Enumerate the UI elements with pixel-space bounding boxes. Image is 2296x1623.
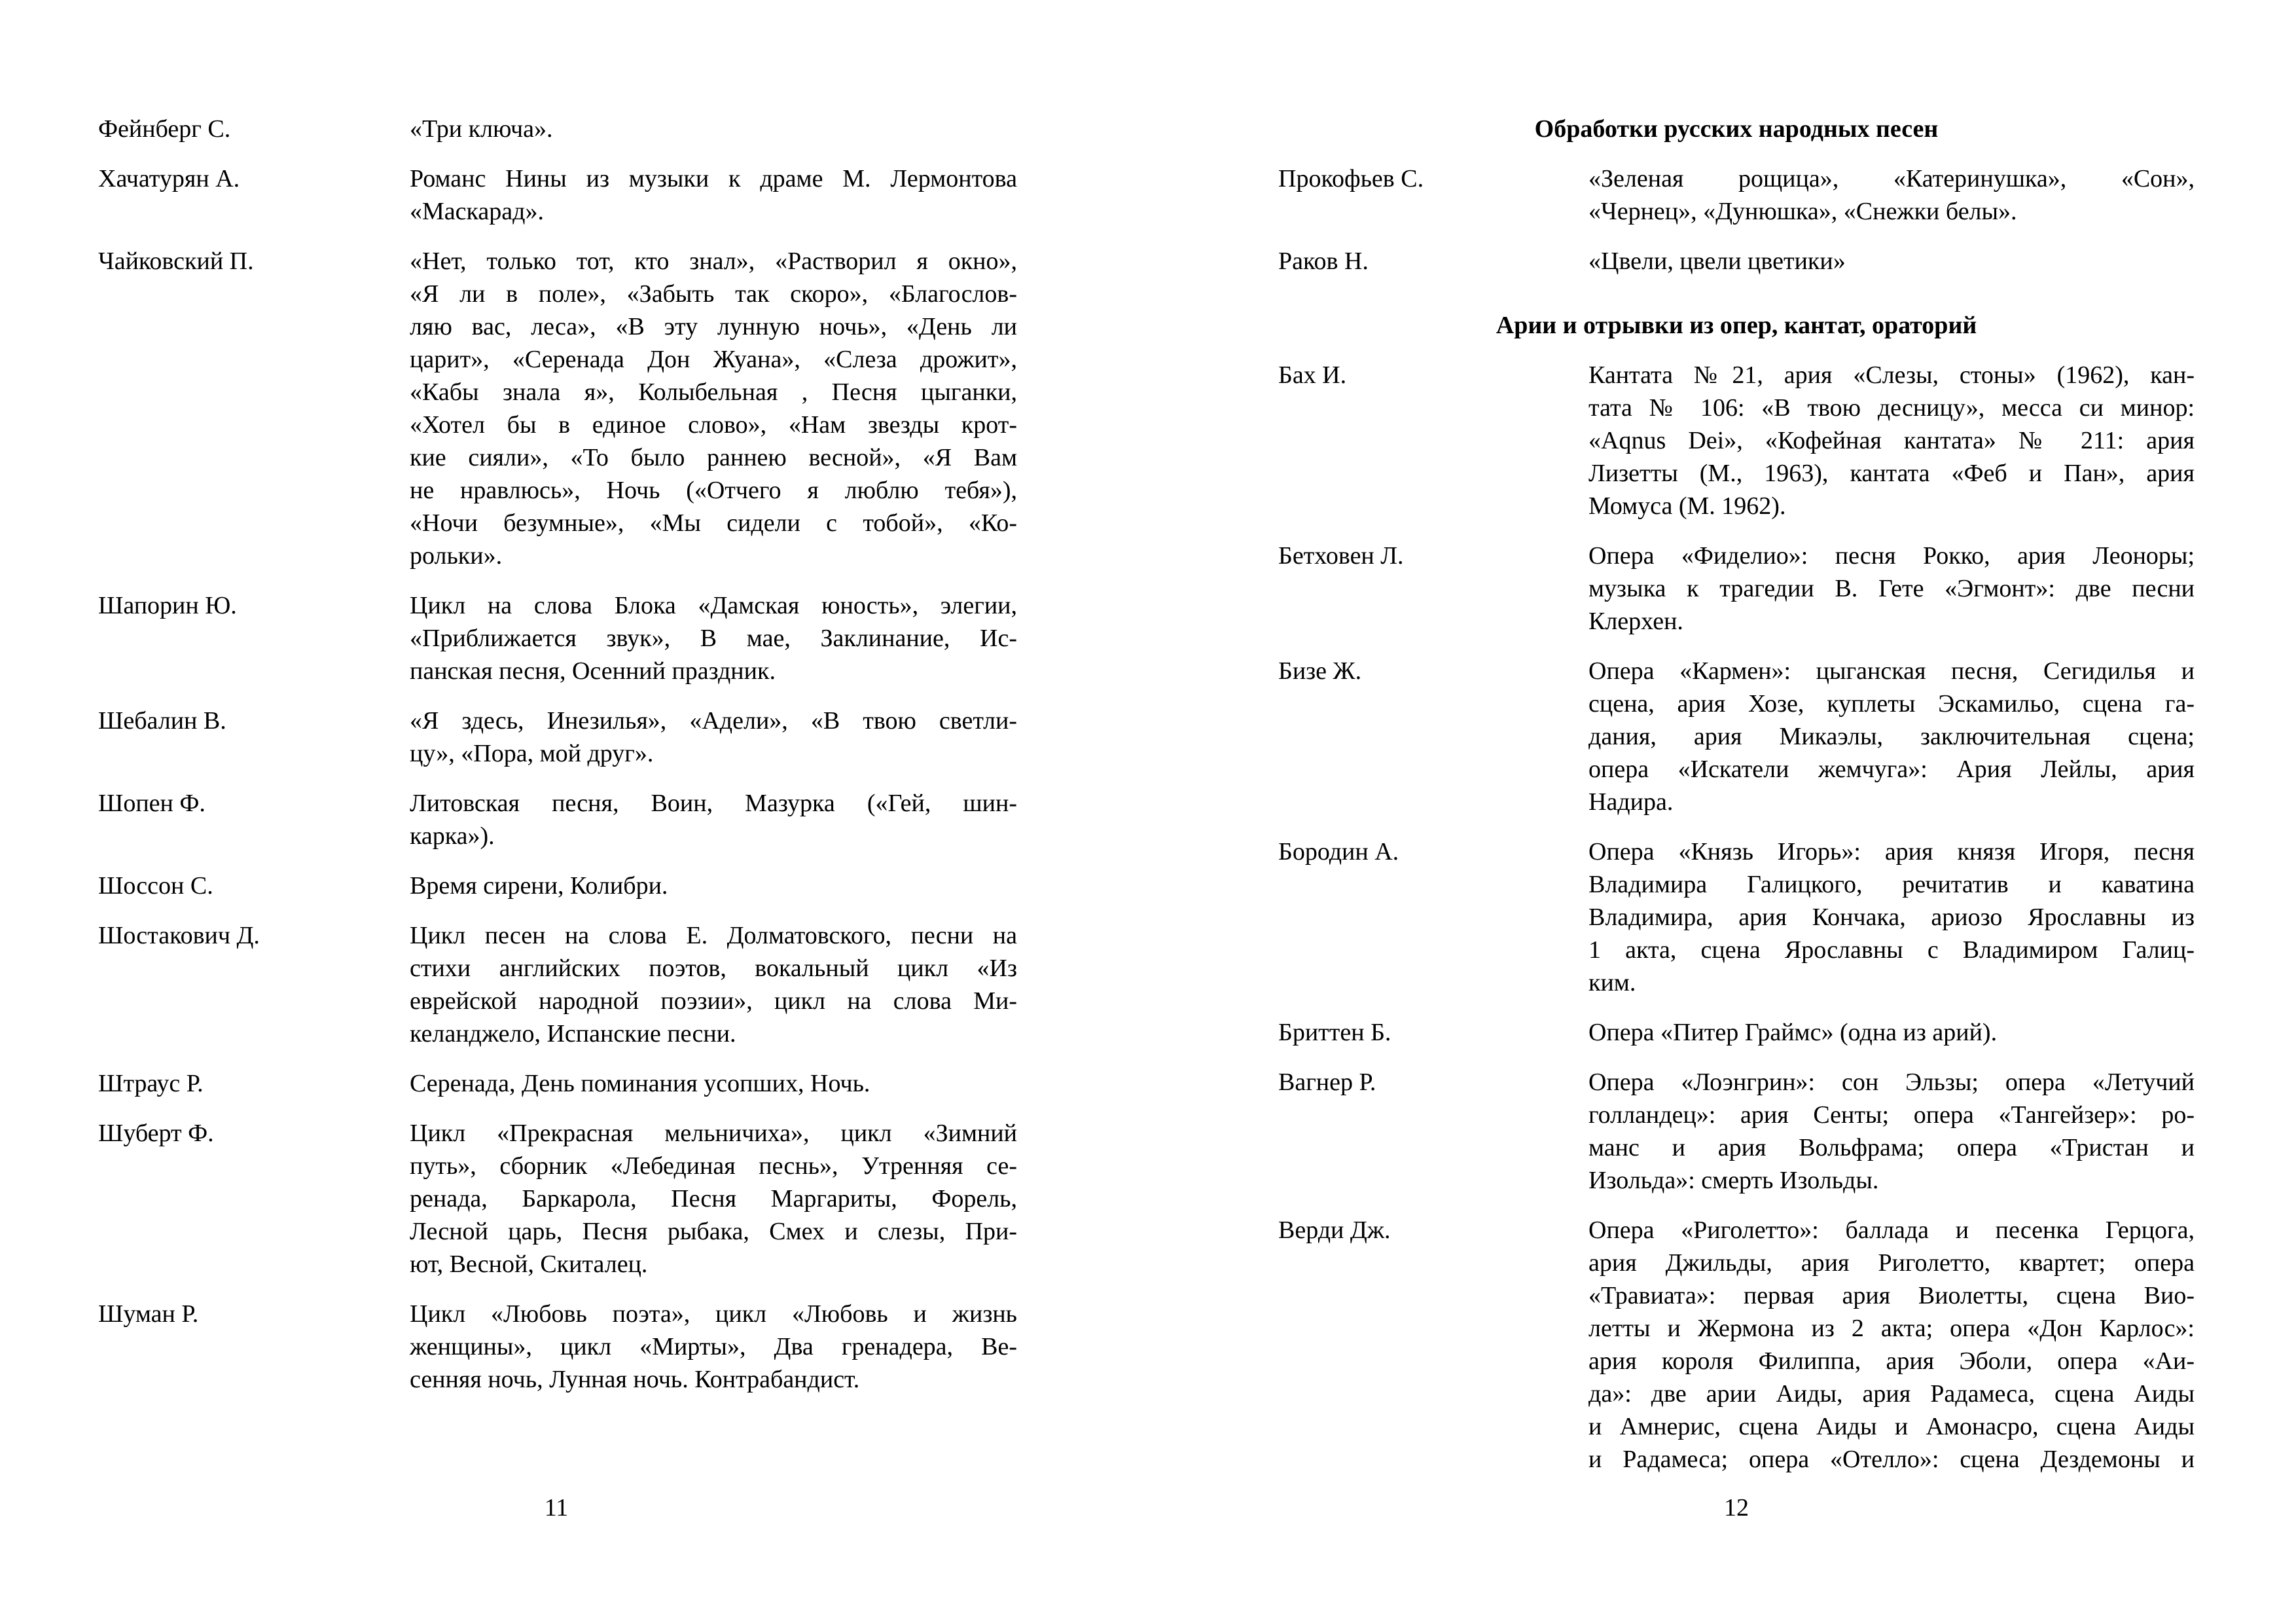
composer-entry [1278, 245, 2195, 278]
works-list [410, 787, 1017, 852]
works-line: и Амнерис, сцена Аиды и Амонасро, сцена Аиды [1588, 1413, 2195, 1440]
composer-entry [1278, 1066, 2195, 1197]
works-line: еврейской народной поэзии», цикл на слова Ми- [410, 987, 1017, 1015]
works-list [1588, 245, 2195, 278]
composer-entry [98, 869, 1017, 902]
works-list [410, 1298, 1017, 1396]
composer-entry [98, 1298, 1017, 1396]
composer-name: Прокофьев С. [1278, 165, 1424, 192]
works-list [1588, 1016, 2195, 1049]
works-line: панская песня, Осенний праздник. [410, 657, 776, 685]
composer-name: Бизе Ж. [1278, 657, 1362, 685]
composer-entry [98, 1067, 1017, 1100]
works-line: Романс Нины из музыки к драме М. Лермонтова [410, 165, 1017, 192]
works-list [410, 113, 1017, 145]
works-list [1588, 1214, 2195, 1476]
works-line: Цикл на слова Блока «Дамская юность», элегии, [410, 592, 1017, 619]
works-line: «Я здесь, Инезилья», «Адели», «В твою светли- [410, 707, 1017, 735]
works-line: голландец»: ария Сенты; опера «Тангейзер»: ро- [1588, 1101, 2195, 1129]
composer-entry [1278, 539, 2195, 638]
works-line: «Нет, только тот, кто знал», «Растворил я окно», [410, 247, 1017, 275]
composer-entry [1278, 162, 2195, 228]
right-page [1278, 113, 2195, 1493]
works-list [410, 919, 1017, 1050]
works-list [410, 589, 1017, 687]
works-line: «Цвели, цвели цветики» [1588, 247, 1846, 275]
works-line: «Ночи безумные», «Мы сидели с тобой», «Ко- [410, 509, 1017, 537]
page-number-left: 11 [544, 1494, 569, 1522]
works-line: 1 акта, сцена Ярославны с Владимиром Галиц- [1588, 936, 2195, 964]
works-list [410, 162, 1017, 228]
works-line: «Я ли в поле», «Забыть так скоро», «Благослов- [410, 280, 1017, 308]
works-line: келанджело, Испанские песни. [410, 1020, 736, 1048]
composer-name: Бородин А. [1278, 838, 1399, 866]
works-line: ренада, Баркарола, Песня Маргариты, Форель, [410, 1185, 1017, 1213]
composer-name: Чайковский П. [98, 247, 254, 275]
works-line: женщины», цикл «Мирты», Два гренадера, Ве- [410, 1333, 1017, 1360]
works-line: «Чернец», «Дунюшка», «Снежки белы». [1588, 198, 2017, 225]
works-list [1588, 162, 2195, 228]
composer-entry [98, 113, 1017, 145]
composer-name: Шуберт Ф. [98, 1120, 214, 1147]
works-line: Опера «Риголетто»: баллада и песенка Герцога, [1588, 1216, 2195, 1244]
works-line: «Кабы знала я», Колыбельная , Песня цыганки, [410, 378, 1017, 406]
works-list [1588, 359, 2195, 522]
works-line: Кантата №21, ария «Слезы, стоны» (1962), кан- [1588, 361, 2195, 389]
composer-entry [98, 787, 1017, 852]
works-list [1588, 655, 2195, 818]
section-heading: Арии и отрывки из опер, кантат, ораторий [1496, 312, 1977, 339]
works-line: «Aqnus Dei», «Кофейная кантата» № 211: ария [1588, 427, 2195, 454]
works-line: «Три ключа». [410, 115, 553, 143]
works-list [1588, 539, 2195, 638]
works-line: карка»). [410, 822, 495, 850]
works-list [410, 1067, 1017, 1100]
works-list [1588, 1066, 2195, 1197]
composer-entry [1278, 835, 2195, 999]
works-line: ляю вас, леса», «В эту лунную ночь», «День ли [410, 313, 1017, 340]
works-line: Владимира Галицкого, речитатив и каватина [1588, 871, 2195, 898]
works-line: Время сирени, Колибри. [410, 872, 668, 900]
works-line: Опера «Кармен»: цыганская песня, Сегидилья и [1588, 657, 2195, 685]
works-list [1588, 835, 2195, 999]
works-list [410, 245, 1017, 572]
works-line: ют, Весной, Скиталец. [410, 1250, 648, 1278]
composer-name: Бриттен Б. [1278, 1019, 1391, 1046]
works-line: Цикл песен на слова Е. Долматовского, песни на [410, 922, 1017, 949]
works-line: Опера «Фиделио»: песня Рокко, ария Леоноры; [1588, 542, 2195, 570]
works-line: рольки». [410, 542, 503, 570]
works-line: летты и Жермона из 2 акта; опера «Дон Карлос»: [1588, 1315, 2195, 1342]
composer-name: Шуман Р. [98, 1300, 199, 1328]
works-line: «Маскарад». [410, 198, 544, 225]
works-line: «Приближается звук», В мае, Заклинание, Ис- [410, 625, 1017, 652]
composer-name: Раков Н. [1278, 247, 1369, 275]
composer-entry [98, 704, 1017, 770]
works-line: Цикл «Прекрасная мельничиха», цикл «Зимний [410, 1120, 1017, 1147]
composer-name: Шостакович Д. [98, 922, 260, 949]
works-line: дания, ария Микаэлы, заключительная сцена; [1588, 723, 2195, 750]
works-line: цу», «Пора, мой друг». [410, 740, 654, 767]
works-line: сенняя ночь, Лунная ночь. Контрабандист. [410, 1366, 860, 1393]
composer-entry [98, 589, 1017, 687]
section-heading: Обработки русских народных песен [1534, 115, 1939, 143]
composer-entry [98, 919, 1017, 1050]
works-line: царит», «Серенада Дон Жуана», «Слеза дрожит», [410, 346, 1017, 373]
composer-name: Шоссон С. [98, 872, 213, 900]
composer-name: Бетховен Л. [1278, 542, 1404, 570]
works-line: ария Джильды, ария Риголетто, квартет; опера [1588, 1249, 2195, 1277]
works-line: путь», сборник «Лебединая песнь», Утренняя се- [410, 1152, 1017, 1180]
works-line: Цикл «Любовь поэта», цикл «Любовь и жизнь [410, 1300, 1017, 1328]
works-list [410, 869, 1017, 902]
works-line: Момуса (М. 1962). [1588, 492, 1786, 520]
works-line: «Хотел бы в единое слово», «Нам звезды крот- [410, 411, 1017, 439]
composer-name: Шапорин Ю. [98, 592, 237, 619]
composer-entry [98, 245, 1017, 572]
composer-name: Шебалин В. [98, 707, 226, 735]
works-line: да»: две арии Аиды, ария Радамеса, сцена Аиды [1588, 1380, 2195, 1408]
works-line: Опера «Князь Игорь»: ария князя Игоря, песня [1588, 838, 2195, 866]
composer-name: Верди Дж. [1278, 1216, 1391, 1244]
composer-entry [98, 162, 1017, 228]
works-line: Изольда»: смерть Изольды. [1588, 1167, 1879, 1194]
left-page [98, 113, 1017, 1413]
works-line: манс и ария Вольфрама; опера «Тристан и [1588, 1134, 2195, 1161]
composer-name: Вагнер Р. [1278, 1068, 1376, 1096]
works-line: «Зеленая рощица», «Катеринушка», «Сон», [1588, 165, 2195, 192]
works-line: ким. [1588, 969, 1636, 996]
works-line: ария короля Филиппа, ария Эболи, опера «Аи- [1588, 1347, 2195, 1375]
works-line: не нравлюсь», Ночь («Отчего я люблю тебя»), [410, 477, 1017, 504]
works-line: «Травиата»: первая ария Виолетты, сцена Вио- [1588, 1282, 2195, 1309]
works-line: Серенада, День поминания усопших, Ночь. [410, 1070, 870, 1097]
works-list [410, 1117, 1017, 1281]
works-line: сцена, ария Хозе, куплеты Эскамильо, сцена га- [1588, 690, 2195, 718]
works-line: стихи английских поэтов, вокальный цикл «Из [410, 955, 1017, 982]
composer-entry [1278, 1016, 2195, 1049]
works-line: Литовская песня, Воин, Мазурка («Гей, шин- [410, 790, 1017, 817]
composer-entry [1278, 655, 2195, 818]
works-line: тата № 106: «В твою десницу», месса си минор: [1588, 394, 2195, 422]
works-line: Владимира, ария Кончака, ариозо Ярославны из [1588, 903, 2195, 931]
works-line: кие сияли», «То было раннею весной», «Я Вам [410, 444, 1017, 471]
works-line: Лизетты (М., 1963), кантата «Феб и Пан», ария [1588, 460, 2195, 487]
composer-name: Хачатурян А. [98, 165, 240, 192]
works-list [410, 704, 1017, 770]
works-line: Опера «Лоэнгрин»: сон Эльзы; опера «Летучий [1588, 1068, 2195, 1096]
works-line: и Радамеса; опера «Отелло»: сцена Дездемоны и [1588, 1446, 2195, 1473]
composer-name: Шопен Ф. [98, 790, 206, 817]
composer-entry [1278, 359, 2195, 522]
composer-entry [1278, 1214, 2195, 1476]
composer-entry [98, 1117, 1017, 1281]
composer-name: Фейнберг С. [98, 115, 231, 143]
works-line: Опера «Питер Граймс» (одна из арий). [1588, 1019, 1998, 1046]
works-line: Лесной царь, Песня рыбака, Смех и слезы, При- [410, 1218, 1017, 1245]
page-number-right: 12 [1724, 1494, 1749, 1522]
composer-name: Штраус Р. [98, 1070, 204, 1097]
works-line: опера «Искатели жемчуга»: Ария Лейлы, ария [1588, 756, 2195, 783]
works-line: Клерхен. [1588, 608, 1683, 635]
works-line: музыка к трагедии В. Гете «Эгмонт»: две песни [1588, 575, 2195, 602]
composer-name: Бах И. [1278, 361, 1347, 389]
works-line: Надира. [1588, 788, 1674, 816]
